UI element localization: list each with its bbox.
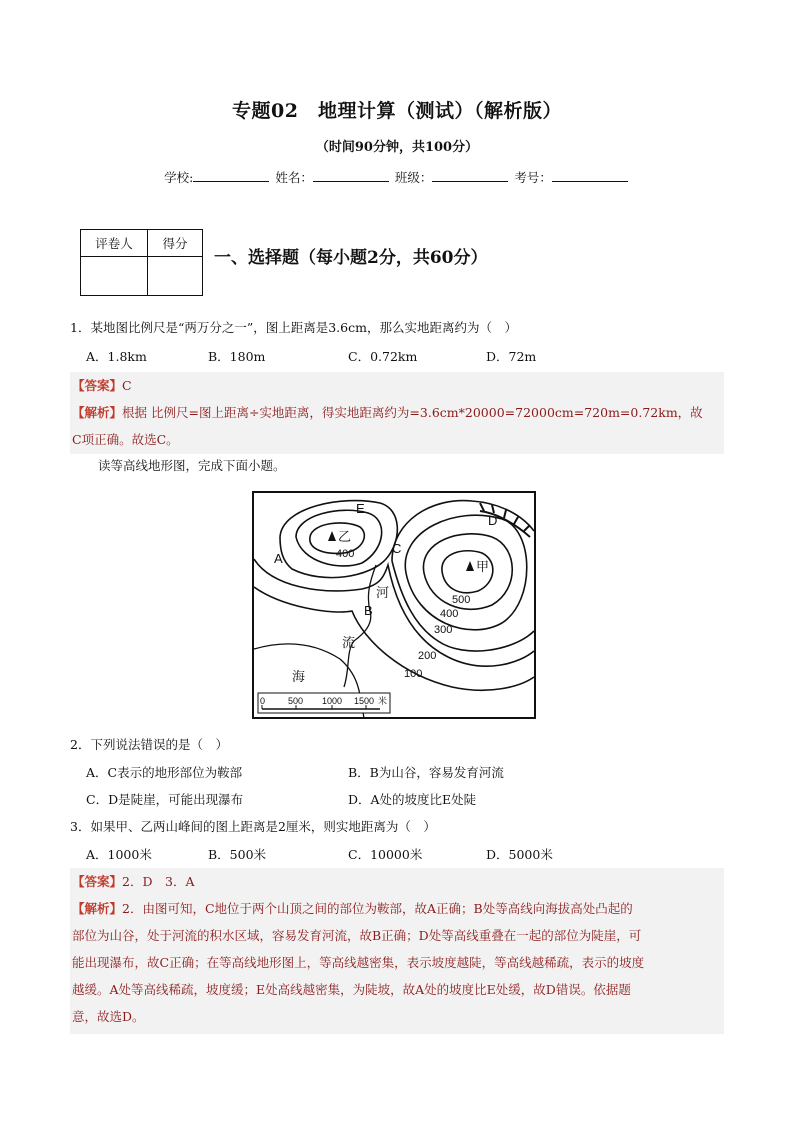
score-cell [148, 257, 203, 296]
contour-label-100: 100 [404, 668, 423, 680]
q1-analysis-line2: C项正确。故选C。 [72, 432, 179, 447]
scale-bar [258, 693, 390, 713]
q2-option-a: A．C表示的地形部位为鞍部 [86, 765, 243, 780]
map-intro: 读等高线地形图，完成下面小题。 [98, 458, 286, 473]
q1-stem: 1．某地图比例尺是“两万分之一”，图上距离是3.6cm，那么实地距离约为（ ） [70, 320, 517, 335]
scale-unit: 米 [378, 696, 388, 706]
page-subtitle: （时间90分钟，共100分） [315, 140, 479, 155]
q1-option-c: C．0.72km [348, 349, 418, 364]
q3-stem: 3．如果甲、乙两山峰间的图上距离是2厘米，则实地距离为（ ） [70, 819, 436, 834]
name-blank [313, 169, 389, 182]
name-label: 姓名： [275, 170, 313, 185]
q2-option-b: B．B为山谷，容易发育河流 [348, 765, 504, 780]
contour-label-400-right: 400 [440, 608, 459, 620]
q1-answer-value: C [122, 378, 132, 393]
contour-label-400-left: 400 [336, 548, 355, 560]
q1-answer-label: 【答案】 [72, 378, 123, 393]
contour-label-200: 200 [418, 650, 437, 662]
q2-option-c: C．D是陡崖，可能出现瀑布 [86, 792, 244, 807]
q1-analysis-label: 【解析】 [72, 405, 123, 420]
q3-option-a: A．1000米 [86, 847, 152, 862]
class-blank [432, 169, 508, 182]
q1-option-a: A．1.8km [86, 349, 147, 364]
contour-label-300: 300 [434, 624, 453, 636]
scale-0: 0 [260, 696, 266, 706]
q3-option-b: B．500米 [208, 847, 267, 862]
score-table [80, 229, 203, 296]
q1-analysis-line1 [70, 399, 724, 426]
label-e: E [356, 501, 365, 516]
q23-answer-line [70, 868, 724, 895]
scale-500: 500 [288, 696, 304, 706]
q23-answer-block [70, 868, 724, 1034]
student-info-fields [0, 168, 794, 186]
label-he: 河 [376, 585, 390, 600]
q23-analysis-line3: 能出现瀑布，故C正确；在等高线地形图上，等高线越密集，表示坡度越陡，等高线越稀疏，表示的坡度 [72, 955, 645, 970]
exam-number-blank [552, 169, 628, 182]
exam-number-label: 考号： [514, 170, 552, 185]
label-liu: 流 [342, 635, 356, 650]
grader-header: 评卷人 [81, 230, 148, 257]
scale-1500: 1500 [354, 696, 375, 706]
q23-analysis-line2: 部位为山谷，处于河流的积水区域，容易发育河流，故B正确；D处等高线重叠在一起的部位为陡崖，可 [72, 928, 642, 943]
contour-map [252, 491, 536, 719]
q23-answer-value: 2．D 3．A [122, 874, 195, 889]
q3-option-d: D．5000米 [486, 847, 553, 862]
q1-answer-block [70, 372, 724, 454]
label-a: A [274, 551, 283, 566]
q23-analysis-label: 【解析】 [72, 901, 123, 916]
q2-stem: 2．下列说法错误的是（ ） [70, 737, 228, 752]
grader-cell [81, 257, 148, 296]
label-hai: 海 [292, 669, 306, 684]
q1-analysis-text1: 根据 比例尺=图上距离÷实地距离，得实地距离约为=3.6cm*20000=72000cm=720m=0.72km，故 [122, 405, 703, 420]
q23-analysis-line5: 意，故选D。 [72, 1009, 145, 1024]
q23-analysis-line4: 越缓。A处等高线稀疏，坡度缓；E处高线越密集，为陡坡，故A处的坡度比E处缓，故D错误。依据题 [72, 982, 631, 997]
label-yi: 乙 [338, 529, 352, 544]
class-label: 班级： [394, 170, 433, 185]
page-title: 专题02 地理计算（测试）（解析版） [232, 100, 562, 122]
q3-option-c: C．10000米 [348, 847, 423, 862]
q1-answer-line [70, 372, 724, 399]
label-b: B [364, 603, 373, 618]
label-d: D [488, 513, 498, 528]
q23-analysis-line1 [70, 895, 724, 922]
section-title: 一、选择题（每小题2分，共60分） [214, 248, 488, 268]
q2-option-d: D．A处的坡度比E处陡 [348, 792, 477, 807]
school-label: 学校: [164, 170, 194, 185]
q23-answer-label: 【答案】 [72, 874, 123, 889]
q1-option-d: D．72m [486, 349, 537, 364]
label-jia: 甲 [476, 559, 490, 574]
contour-label-500: 500 [452, 594, 471, 606]
score-header: 得分 [148, 230, 203, 257]
school-blank [193, 169, 269, 182]
label-c: C [392, 541, 402, 556]
q23-analysis-text1: 2．由图可知，C地位于两个山顶之间的部位为鞍部，故A正确；B处等高线向海拔高处凸起的 [122, 901, 633, 916]
scale-1000: 1000 [322, 696, 343, 706]
q1-option-b: B．180m [208, 349, 266, 364]
